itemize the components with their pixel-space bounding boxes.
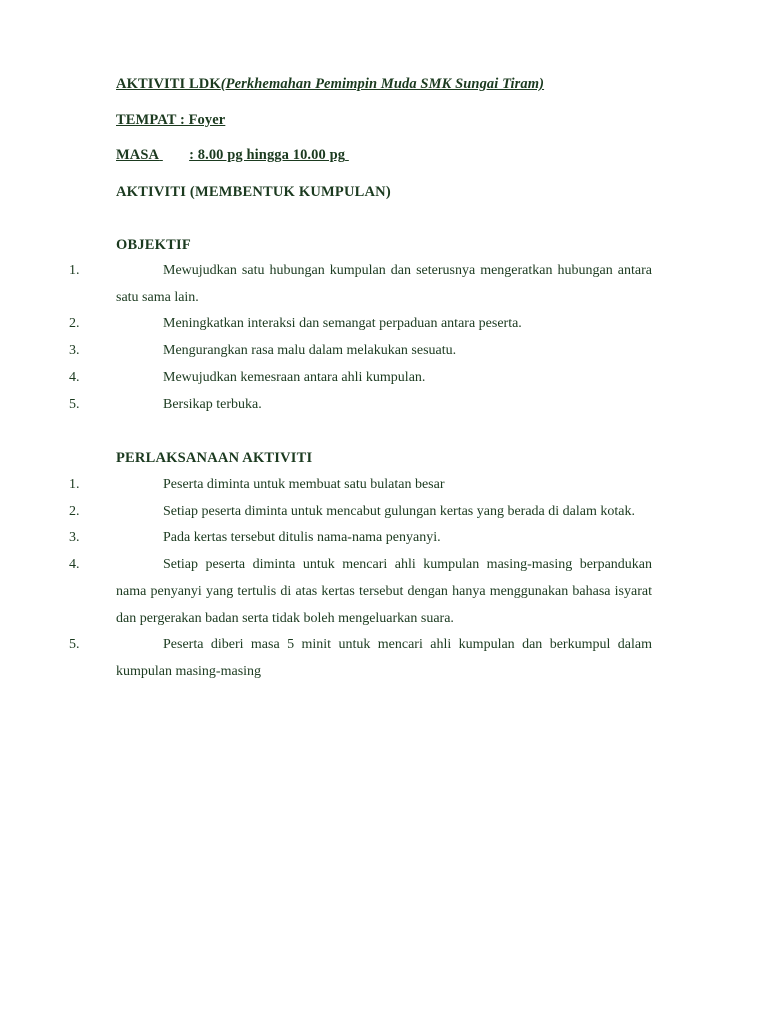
- list-text: Peserta diminta untuk membuat satu bulatan besar: [163, 477, 445, 492]
- list-text: Pada kertas tersebut ditulis nama-nama penyanyi.: [163, 530, 441, 546]
- list-item: [0, 472, 768, 499]
- list-number: 2.: [69, 316, 80, 332]
- tempat-line: TEMPAT : Foyer: [116, 112, 226, 128]
- masa-value: : 8.00 pg hingga 10.00 pg: [189, 147, 346, 163]
- list-item: [0, 311, 768, 338]
- list-text: Setiap peserta diminta untuk mencari ahli kumpulan masing-masing berpandukan nama penyanyi yang tertulis di atas kertas tersebut dengan hanya menggunakan bahasa isyarat dan pergerakan badan serta tidak boleh mengeluarkan suara.: [116, 557, 652, 626]
- title-plain: AKTIVITI LDK: [116, 76, 221, 92]
- list-text: Bersikap terbuka.: [163, 396, 262, 412]
- masa-gap: [159, 147, 189, 164]
- list-item: [0, 552, 768, 632]
- list-text: Peserta diberi masa 5 minit untuk mencari ahli kumpulan dan berkumpul dalam kumpulan masing-masing: [116, 637, 652, 679]
- list-item: [0, 632, 768, 685]
- document-title: [116, 76, 544, 93]
- list-item: [0, 499, 768, 526]
- activity-heading: AKTIVITI (MEMBENTUK KUMPULAN): [116, 184, 391, 200]
- list-text: Meningkatkan interaksi dan semangat perpaduan antara peserta.: [163, 316, 522, 332]
- list-item: [0, 258, 768, 311]
- perlaksanaan-heading: PERLAKSANAAN AKTIVITI: [116, 450, 313, 466]
- list-text: Mewujudkan kemesraan antara ahli kumpulan.: [163, 369, 426, 385]
- list-number: 4.: [69, 557, 80, 573]
- title-italic: (Perkhemahan Pemimpin Muda SMK Sungai Tiram): [220, 76, 545, 92]
- list-number: 2.: [69, 503, 80, 519]
- list-item: [0, 525, 768, 552]
- list-number: 4.: [69, 369, 80, 385]
- masa-label: MASA: [116, 147, 160, 163]
- perlaksanaan-list: [0, 472, 768, 686]
- list-text: Mewujudkan satu hubungan kumpulan dan seterusnya mengeratkan hubungan antara satu sama lain.: [116, 263, 652, 305]
- list-item: [0, 392, 768, 419]
- list-text: Mengurangkan rasa malu dalam melakukan sesuatu.: [163, 343, 457, 359]
- list-item: [0, 338, 768, 365]
- masa-line: [116, 147, 349, 164]
- list-number: 1.: [69, 263, 80, 278]
- objektif-list: [0, 258, 768, 418]
- list-number: 1.: [69, 477, 80, 492]
- list-number: 3.: [69, 343, 80, 359]
- list-item: [0, 365, 768, 392]
- list-number: 5.: [69, 637, 80, 653]
- list-number: 3.: [69, 530, 80, 546]
- objektif-heading: OBJEKTIF: [116, 237, 191, 253]
- list-text: Setiap peserta diminta untuk mencabut gulungan kertas yang berada di dalam kotak.: [163, 503, 635, 519]
- list-number: 5.: [69, 396, 80, 412]
